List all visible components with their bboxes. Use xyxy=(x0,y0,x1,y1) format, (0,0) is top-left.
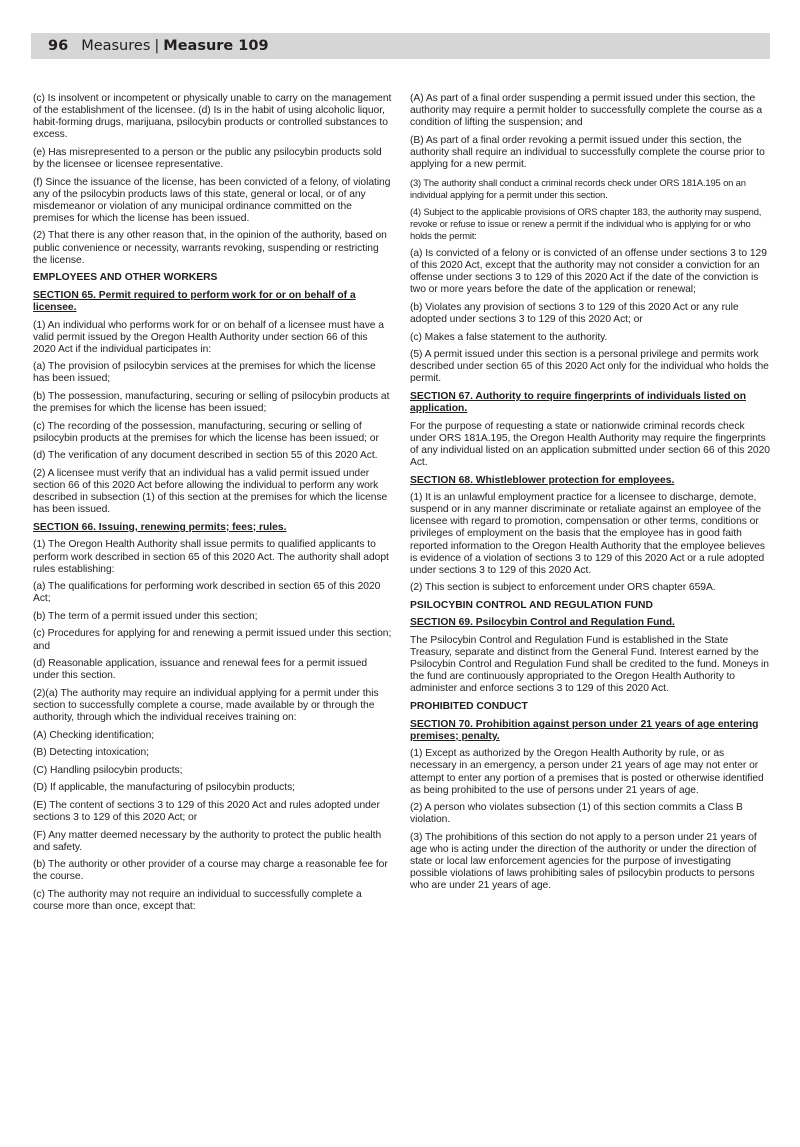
paragraph: (c) Procedures for applying for and renewing a permit issued under this section; and xyxy=(33,628,392,652)
header-separator: | xyxy=(154,38,160,54)
paragraph: (F) Any matter deemed necessary by the authority to protect the public health and safety. xyxy=(33,829,382,853)
paragraph: (c) Is insolvent or incompetent or physically unable to carry on the management of the establishment of the licensee. (d) Is in the habit of using alcoholic liquor, habit-forming drugs, marijuana, psilocybin products or controlled substances to excess. xyxy=(33,93,392,141)
paragraph: (A) Checking identification; xyxy=(33,729,155,741)
paragraph: (a) Is convicted of a felony or is convicted of an offense under sections 3 to 129 of this 2020 Act, except that the authority may not consider a conviction for an offense under sections 3 to 129 of this 2020 Act if the date of the conviction is two or more years before the date of the application or renewal; xyxy=(410,248,767,296)
paragraph: (c) The authority may not require an individual to successfully complete a course more than once, except that: xyxy=(33,889,362,913)
section-heading: EMPLOYEES AND OTHER WORKERS xyxy=(33,272,218,284)
section-title: SECTION 65. Permit required to perform work for or on behalf of a licensee. xyxy=(33,289,356,313)
paragraph: (b) The authority or other provider of a course may charge a reasonable fee for the course. xyxy=(33,859,388,883)
paragraph: (d) The verification of any document described in section 55 of this 2020 Act. xyxy=(33,450,378,462)
page-number: 96 xyxy=(48,38,69,54)
paragraph: (e) Has misrepresented to a person or the public any psilocybin products sold by the licensee or licensee representative. xyxy=(33,146,382,170)
paragraph: The Psilocybin Control and Regulation Fund is established in the State Treasury, separate and distinct from the General Fund. Interest earned by the Psilocybin Control and Regulation Fund shall be credited to the fund. Moneys in the fund are continuously appropriated to the Oregon Health Authority to administer and enforce sections 3 to 129 of this 2020 Act. xyxy=(410,635,769,695)
section-title: SECTION 66. Issuing, renewing permits; fees; rules. xyxy=(33,521,287,533)
section-heading: PSILOCYBIN CONTROL AND REGULATION FUND xyxy=(410,599,653,611)
section-title: Measures xyxy=(81,38,151,54)
paragraph: (c) Makes a false statement to the authority. xyxy=(410,331,608,343)
paragraph: (2) A licensee must verify that an individual has a valid permit issued under section 66 of this 2020 Act before allowing the individual to perform any work described in subsection (1) of this section at the premises for which the license has been issued. xyxy=(33,467,388,516)
paragraph: (D) If applicable, the manufacturing of psilocybin products; xyxy=(33,782,295,794)
section-heading: PROHIBITED CONDUCT xyxy=(410,701,528,713)
section-title: SECTION 67. Authority to require fingerprints of individuals listed on application. xyxy=(410,390,747,415)
page-header xyxy=(31,33,770,59)
paragraph: (3) The prohibitions of this section do not apply to a person under 21 years of age who is acting under the direction of the authority or under the direction of state or local law enforcement agencies for the purpose of investigating possible violations of laws prohibiting sales of psilocybin products to persons who are under 21 years of age. xyxy=(410,831,757,892)
paragraph: (2) A person who violates subsection (1) of this section commits a Class B violation. xyxy=(410,802,743,826)
paragraph: (A) As part of a final order suspending a permit issued under this section, the authority may require a permit holder to successfully complete the course as a condition of lifting the suspension; and xyxy=(410,93,763,129)
paragraph: (E) The content of sections 3 to 129 of this 2020 Act and rules adopted under sections 3 to 129 of this 2020 Act; or xyxy=(33,800,380,824)
paragraph: (b) Violates any provision of sections 3 to 129 of this 2020 Act or any rule adopted under sections 3 to 129 of this 2020 Act; or xyxy=(410,301,739,325)
paragraph: (C) Handling psilocybin products; xyxy=(33,764,183,776)
section-title: SECTION 70. Prohibition against person under 21 years of age entering premises; penalty. xyxy=(410,718,759,742)
left-column xyxy=(33,93,393,919)
paragraph: (2) This section is subject to enforcement under ORS chapter 659A. xyxy=(410,582,716,594)
paragraph: (5) A permit issued under this section is a personal privilege and permits work described under section 65 of this 2020 Act only for the individual who holds the permit. xyxy=(410,349,769,385)
paragraph: (f) Since the issuance of the license, has been convicted of a felony, of violating any of the psilocybin products laws of this state, general or local, or of any misdemeanor or violation of any municipal ordinance committed on the premises for which the license has been issued. xyxy=(33,176,391,224)
measure-title: Measure 109 xyxy=(163,38,269,54)
section-title: SECTION 69. Psilocybin Control and Regulation Fund. xyxy=(410,617,675,629)
paragraph: (b) The possession, manufacturing, securing or selling of psilocybin products at the premises for which the license has been issued; xyxy=(33,390,390,415)
paragraph: (b) The term of a permit issued under this section; xyxy=(33,610,258,622)
paragraph: (1) It is an unlawful employment practice for a licensee to discharge, demote, suspend or in any manner discriminate or retaliate against an employee of the licensee with regard to promotion, compensation or other terms, conditions or privileges of employment on the basis that the employee has in good faith reported information to the Oregon Health Authority that the employee believes is evidence of a violation of sections 3 to 129 of this 2020 Act or a rule adopted under sections 3 to 129 of this 2020 Act. xyxy=(410,492,765,576)
right-column xyxy=(410,93,770,898)
paragraph: (B) As part of a final order revoking a permit issued under this section, the authority shall require an individual to successfully complete the course prior to applying for a new permit. xyxy=(410,134,765,170)
paragraph: (2)(a) The authority may require an individual applying for a permit under this section to successfully complete a course, made available by or through the authority, through which the individual receives training on: xyxy=(33,687,379,724)
paragraph: (a) The qualifications for performing work described in section 65 of this 2020 Act; xyxy=(33,581,381,605)
paragraph: (1) An individual who performs work for or on behalf of a licensee must have a valid permit issued by the Oregon Health Authority under section 66 of this 2020 Act if the individual participates in: xyxy=(33,319,384,355)
paragraph: (2) That there is any other reason that, in the opinion of the authority, based on public convenience or necessity, warrants revoking, suspending or restricting the license. xyxy=(33,230,387,266)
paragraph: (a) The provision of psilocybin services at the premises for which the license has been issued; xyxy=(33,361,376,385)
paragraph: (4) Subject to the applicable provisions of ORS chapter 183, the authority may suspend, revoke or refuse to issue or renew a permit if the individual who is applying for or who holds the permit: xyxy=(410,206,762,242)
paragraph: (3) The authority shall conduct a criminal records check under ORS 181A.195 on an individual applying for a permit under this section. xyxy=(410,176,746,200)
section-title: SECTION 68. Whistleblower protection for employees. xyxy=(410,474,675,486)
paragraph: (d) Reasonable application, issuance and renewal fees for a permit issued under this section. xyxy=(33,658,368,682)
paragraph: (c) The recording of the possession, manufacturing, securing or selling of psilocybin products at the premises for which the license has been issued; or xyxy=(33,420,379,444)
paragraph: (1) The Oregon Health Authority shall issue permits to qualified applicants to perform work described in section 65 of this 2020 Act. The authority shall adopt rules establishing: xyxy=(33,539,389,575)
paragraph: (B) Detecting intoxication; xyxy=(33,747,149,759)
paragraph: For the purpose of requesting a state or nationwide criminal records check under ORS 181A.195, the Oregon Health Authority may require the fingerprints of any individual listed on an application submitted under section 66 of this 2020 Act. xyxy=(410,420,770,468)
paragraph: (1) Except as authorized by the Oregon Health Authority by rule, or as necessary in an emergency, a person under 21 years of age may not enter or attempt to enter any portion of a premises that is posted or otherwise identified as being prohibited to the use of persons under 21 years of age. xyxy=(410,748,764,796)
